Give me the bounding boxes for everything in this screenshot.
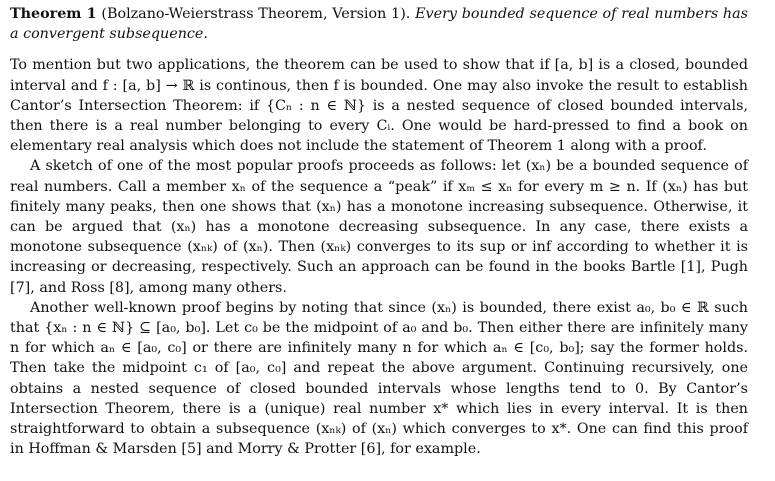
paragraph-applications: To mention but two applications, the theorem can be used to show that if [a, b] is a closed, bounded interval and f : [a, b] → ℝ is continous, then f is bounded. One may also invoke the result to establish Cantor’s Intersection Theorem: if {Cₙ : n ∈ ℕ} is a nested sequence of closed bounded intervals, then there is a real number belonging to every Cᵢ. One would be hard-pressed to find a book on elementary real analysis which does not include the statement of Theorem 1 along with a proof. [10, 57, 748, 155]
paragraph-bisection-proof: Another well-known proof begins by noting that since (xₙ) is bounded, there exist a₀, b₀ ∈ ℝ such that {xₙ : n ∈ ℕ} ⊆ [a₀, b₀]. Let c₀ be the midpoint of a₀ and b₀. Then either there are infinitely many n for which aₙ ∈ [a₀, c₀] or there are infinitely many n for which aₙ ∈ [c₀, b₀]; say the former holds. Then take the midpoint c₁ of [a₀, c₀] and repeat the above argument. Continuing recursively, one obtains a nested sequence of closed bounded intervals whose lengths tend to 0. By Cantor’s Intersection Theorem, there is a (unique) real number x* which lies in every interval. It is then straightforward to obtain a subsequence (xₙₖ) of (xₙ) which converges to x*. One can find this proof in Hoffman & Marsden [5] and Morry & Protter [6], for example. [10, 299, 748, 458]
document-page [10, 4, 748, 459]
paragraph-peak-proof: A sketch of one of the most popular proofs proceeds as follows: let (xₙ) be a bounded sequence of real numbers. Call a member xₙ of the sequence a “peak” if xₘ ≤ xₙ for every m ≥ n. If (xₙ) has but finitely many peaks, then one shows that (xₙ) has a monotone increasing subsequence. Otherwise, it can be argued that (xₙ) has a monotone decreasing subsequence. In any case, there exists a monotone subsequence (xₙₖ) of (xₙ). Then (xₙₖ) converges to its sup or inf according to whether it is increasing or decreasing, respectively. Such an approach can be found in the books Bartle [1], Pugh [7], and Ross [8], among many others. [10, 158, 748, 296]
theorem-label: Theorem 1 [10, 6, 97, 22]
theorem-name: (Bolzano-Weierstrass Theorem, Version 1). [101, 6, 411, 22]
theorem-block [10, 4, 748, 44]
theorem-statement: Every bounded sequence of real numbers has a convergent subsequence. [10, 6, 749, 43]
